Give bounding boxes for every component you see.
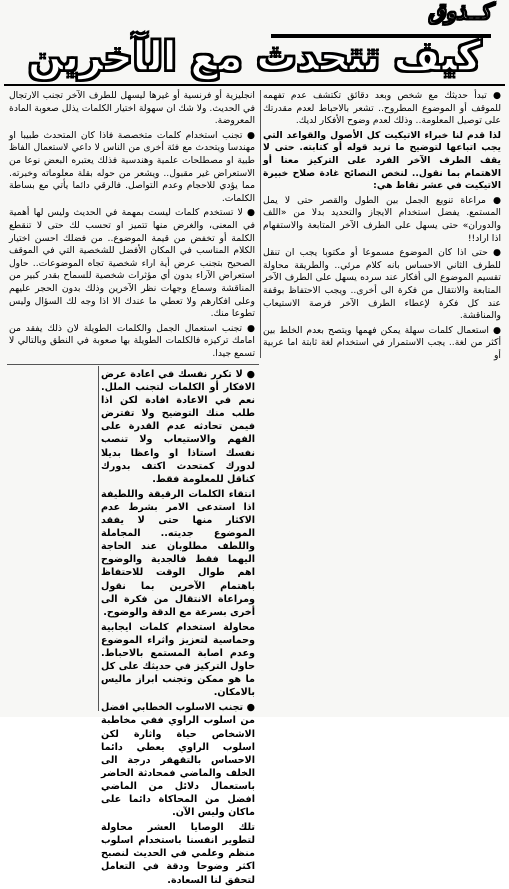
kicker-text: كــذوق	[428, 0, 491, 25]
right-column	[263, 90, 501, 364]
section-divider	[7, 364, 259, 365]
paragraph: ● لا تستخدم كلمات ليست بمهمة في الحديث وليس لها أهمية في المعنى، والغرض منها تتميز او تحسب لك حتى لا تنقطع الكلمة أو تخفض من قيمة الموضوع.. من فضلك احسن اختيار الكلام المناسب في المكان الأفضل للشخصية التي في الموقف الصحيح بتجنب عرض أية اراء شخصية تجاه الموضوعات.. حاول استعراض الآراء بدون أي مؤثرات شخصية للسماح بقدر كبير من المناقشة وسماع وجهات نظر الآخرين وذلك بدون الحجر عليهم وعلى افكارهم ولا تعطي ما عندك الا اذا وجه لك السؤال وليس تطوعا منك.	[9, 207, 255, 320]
paragraph: ● حتى اذا كان الموضوع مسموعا أو مكتوبا يجب ان تنقل للطرف الثاني الاحساس بانه كلام مرئي.. والطريقة محاولة تقسيم الموضوع الى أفكار عند سرده يسهل على الطرف الآخر المتابعة والانتقال من فكرة الى أخرى.. ويجب الاحتفاظ بوقفة عند كل فكرة لإعطاء الطرف الآخر فرصة الاستيعاب والمناقشة.	[263, 247, 501, 322]
paragraph: محاولة استخدام كلمات ايجابية وحماسية لتعزيز واثراء الموضوع وعدم اصابة المستمع بالاحباط. حاول التركيز في حديثك على كل ما هو ممكن وتجنب ابراز ماليس بالامكان.	[101, 621, 255, 699]
paragraph: ● استعمال كلمات سهلة يمكن فهمها ويتصح بعدم الخلط بين أكثر من لغة.. يجب الاستمرار في استخدام لغة ثابتة اما عربية أو	[263, 324, 501, 361]
lower-column	[101, 368, 255, 889]
middle-column	[9, 90, 255, 362]
paragraph: ● تبدأ حديثك مع شخص وبعد دقائق تكتشف عدم تفهمه للموقف أو الموضوع المطروح.. تشعر بالاحباط لعدم مقدرتك على توصيل المعلومة.. وذلك لعدم وضوح الأفكار لديك.	[263, 90, 501, 127]
paragraph: ● تجنب استخدام كلمات متخصصة فاذا كان المتحدث طبيبا او مهندسا ويتحدث مع فئة أخرى من الناس لا داعي لاستعمال الفاظ طبية او مصطلحات علمية وهندسية فذلك يعتبره البعض نوعا من الاستعراض غير مقبول.. ويشعر من حوله بقلة معلوماته وخبرته. مما يؤدي للاحجام وعدم التواصل. فالرقي دائما يأتي مع بساطة الكلمات.	[9, 129, 255, 204]
column-divider	[260, 90, 261, 358]
column-divider	[98, 366, 99, 711]
paragraph: انجليزية أو فرنسية أو غيرها ليسهل للطرف الآخر تجنب الارتجال في الحديث. ولا شك ان سهولة اختيار الكلمات يذلل صعوبة المادة المعروضة.	[9, 90, 255, 127]
paragraph: ● تجنب الاسلوب الخطابي افضل من اسلوب الراوي ففي مخاطبة الاشخاص حياة واثارة لكن اسلوب الراوي يعطي دائما الاحساس بالتقهقر درجة الى الخلف والماضي فمحادثة الحاضر باستعمال دلائل من الماضي افضل من المحاكاة دائما على ماكان وليس الآن.	[101, 702, 255, 819]
section-kicker	[271, 2, 491, 38]
article-headline: كيف تتحدث مع الآخرين	[27, 34, 482, 80]
paragraph: تلك الوصايا العشر محاولة لتطوير انفسنا باستخدام اسلوب منظم وعلمي في الحديث لنصبح اكثر وضوحا ودقة في التعامل لتحقق لنا السعادة.	[101, 822, 255, 886]
headline-rule	[4, 84, 505, 86]
paragraph: لذا قدم لنا خبراء الاتيكيت كل الأصول والقواعد التي يجب اتباعها لتوضيح ما تريد قوله أو كتابته. حتى لا يقف الطرف الآخر الفرد على التركيز معنا أو الاهتمام بما نقول.. لنخص النصائح غادة صلاح خبيرة الاتيكيت في عشر نقاط هي:	[263, 129, 501, 192]
paragraph: انتقاء الكلمات الرقيقة واللطيفة اذا استدعى الامر بشرط عدم الاكثار منها حتى لا يفقد الموضوع جديته.. المجاملة واللطف مطلوبان عند الحاجة اليهما فقط فالجدية والوضوح اهم طوال الوقت للاحتفاظ باهتمام الآخرين بما نقول ومراعاة الانتقال من فكرة الى أخرى بسرعة مع الدقة والوضوح.	[101, 488, 255, 618]
paragraph: ● لا تكرر نفسك في اعادة عرض الافكار أو الكلمات لتجنب الملل. نعم في الاعادة افادة لكن اذا طلب منك التوضيح ولا تفترض فيمن تحادثه عدم القدرة على الفهم والاستيعاب ولا تنصب نفسك استاذا او واعظا بديلا لدورك كمتحدث اكتف بدورك كناقل للمعلومة فقط.	[101, 369, 255, 485]
paragraph: ● تجنب استعمال الجمل والكلمات الطويلة لان ذلك يفقد من امامك تركيزه فالكلمات الطويلة بها صعوبة في النطق وبالتالي لا تسمع جيدا.	[9, 322, 255, 359]
paragraph: ● مراعاة تنويع الجمل بين الطول والقصر حتى لا يمل المستمع. يفضل استخدام الايجاز والتحديد بدلا من «اللف والدوران» حتى يسهل على الطرف الآخر المتابعة والاستفهام اذا اراد!!	[263, 194, 501, 244]
